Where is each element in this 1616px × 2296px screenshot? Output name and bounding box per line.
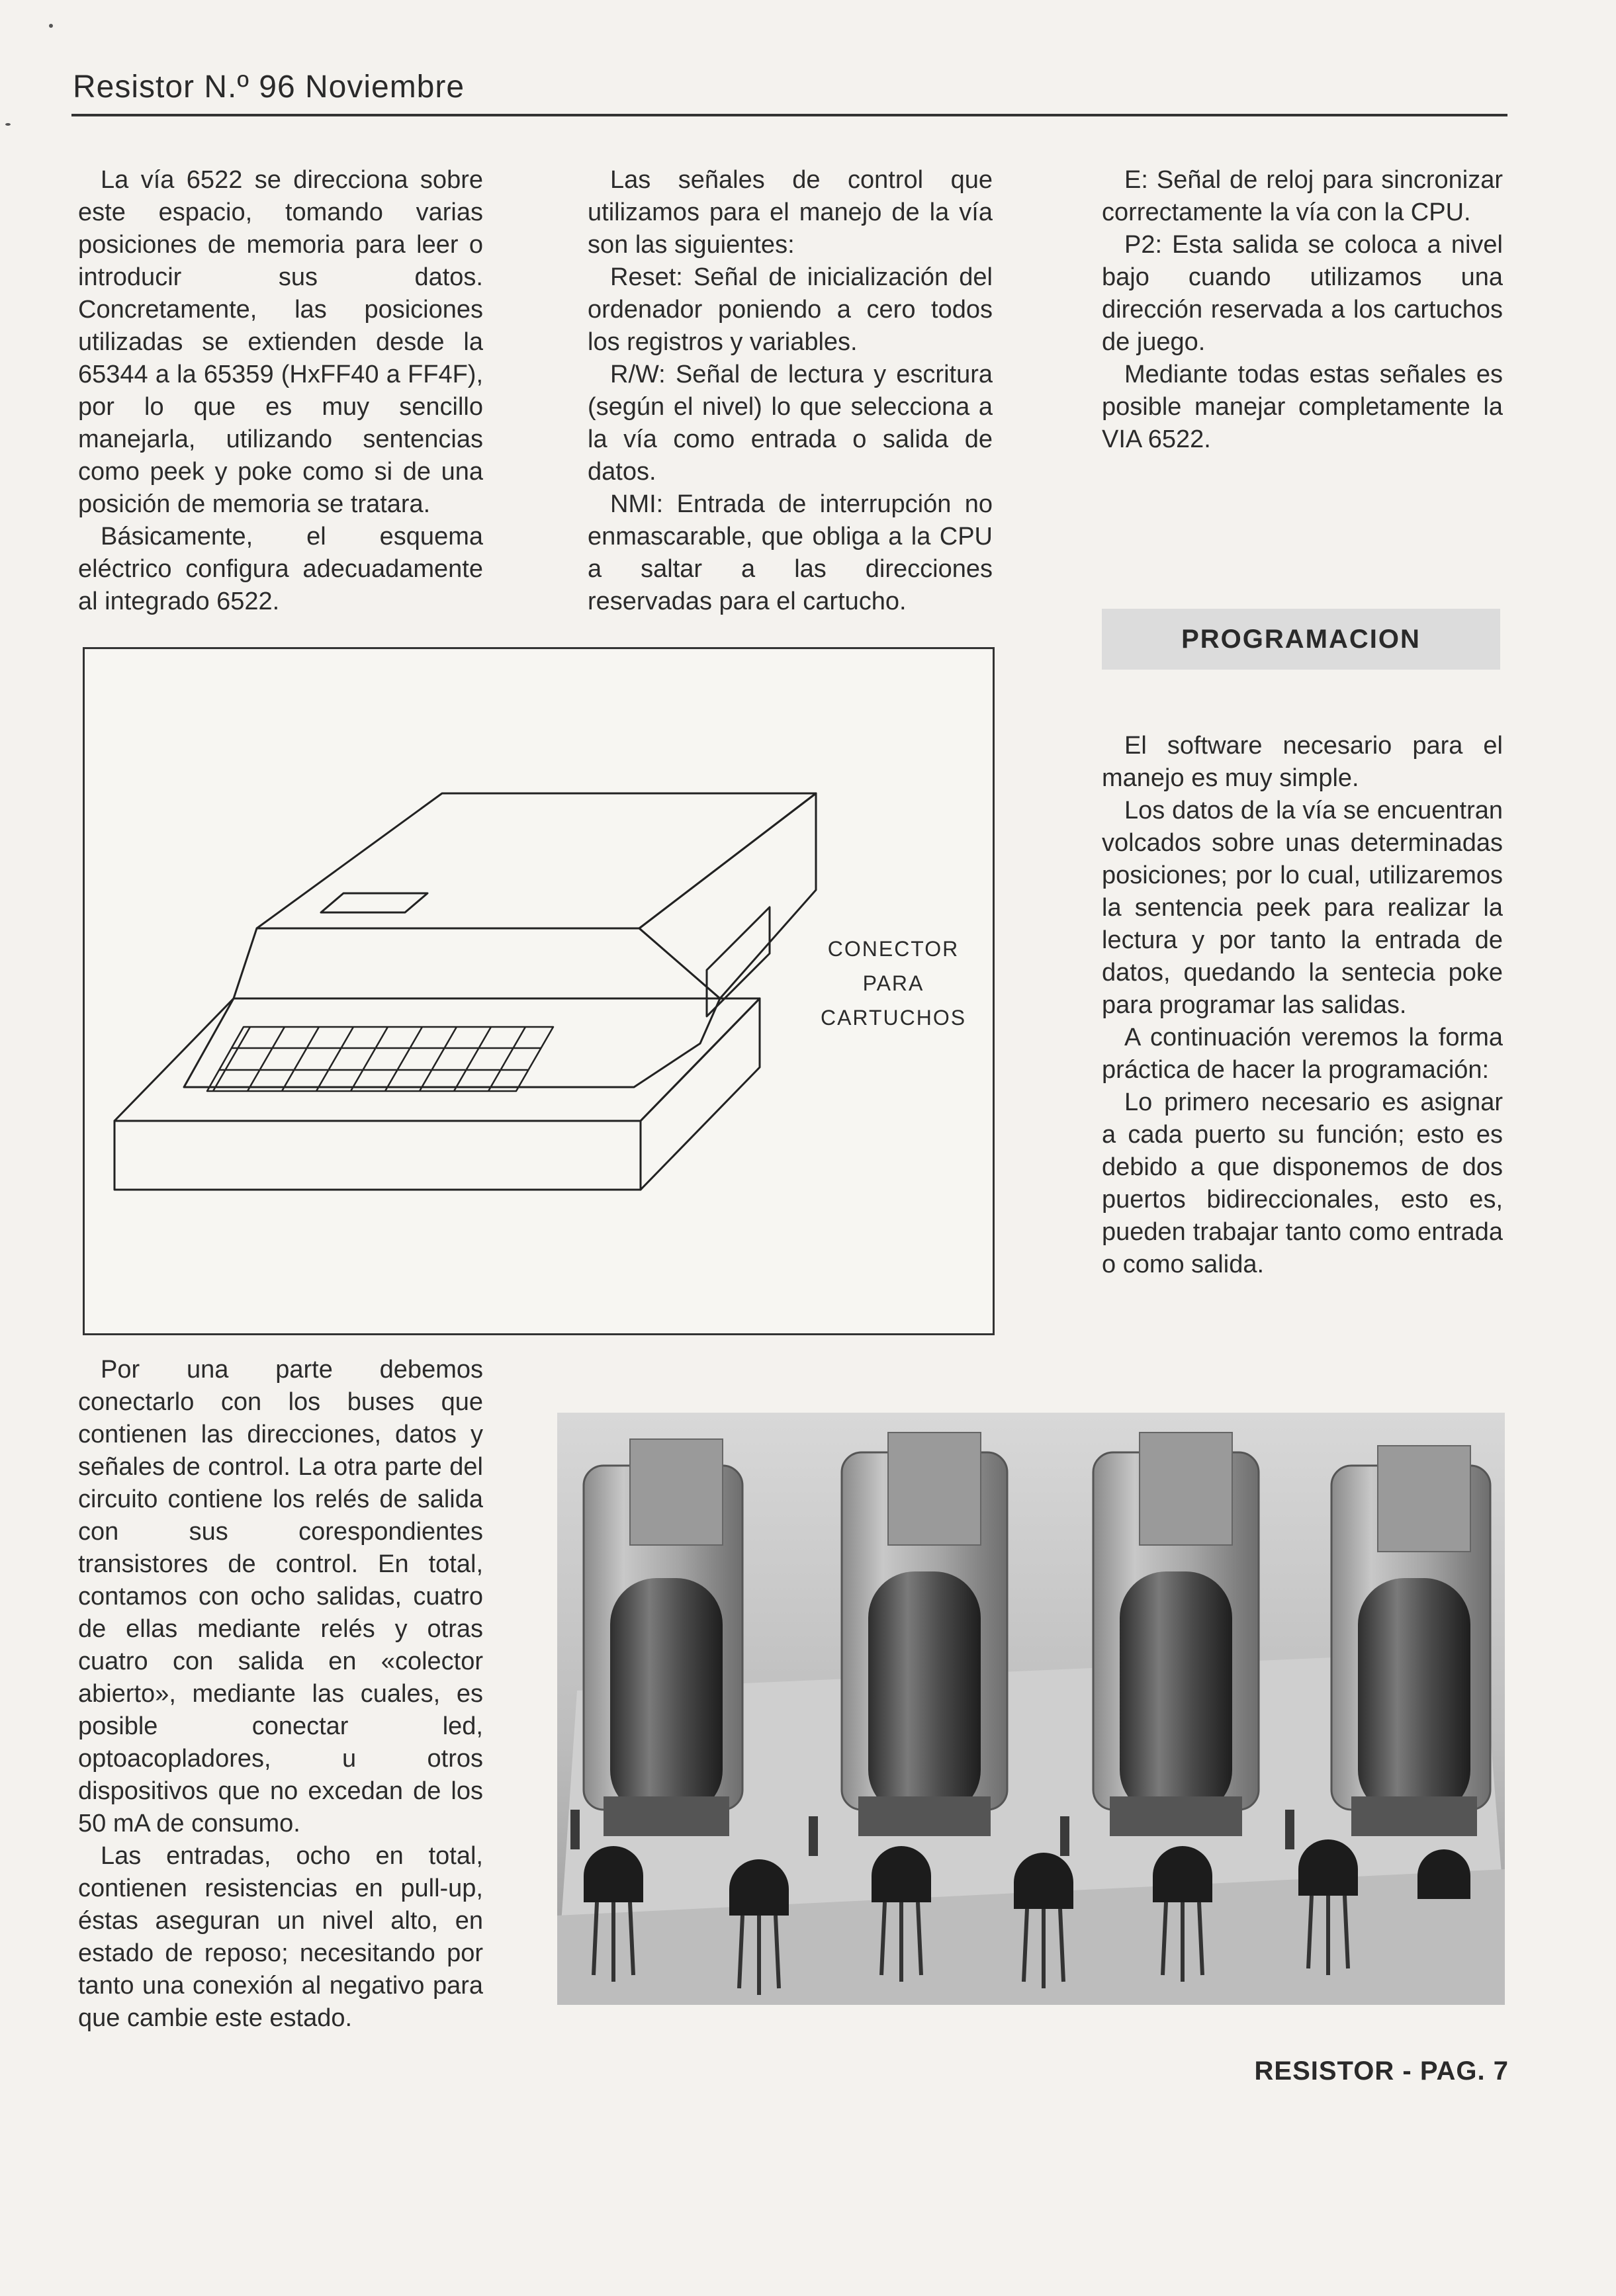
paragraph: Por una parte debemos conectarlo con los buses que contienen las direcciones, datos y señales de control. La otra parte del circuito contiene los relés de salida con sus corespondientes transistores de control. En total, contamos con ocho salidas, cuatro de ellas mediante relés y otras cuatro con salida en «colector abierto», mediante las cuales, es posible conectar led, optoacopladores, u otros dispositivos que no excedan de los 50 mA de consumo. [78,1356,483,1837]
paragraph: NMI: Entrada de interrupción no enmascarable, que obliga a la CPU a saltar a las direcciones reservadas para el cartucho. [588,490,993,615]
column-2-text [588,164,993,618]
caption-line: CARTUCHOS [820,1006,967,1030]
paragraph: E: Señal de reloj para sincronizar correctamente la vía con la CPU. [1102,166,1503,226]
section-heading: PROGRAMACION [1102,609,1500,670]
paragraph: R/W: Señal de lectura y escritura (según el nivel) lo que selecciona a la vía como entrada o salida de datos. [588,361,993,486]
page-header-title: Resistor N.º 96 Noviembre [73,69,465,105]
column-1-text [78,164,483,618]
connector-caption [814,932,973,1035]
paragraph: P2: Esta salida se coloca a nivel bajo cuando utilizamos una dirección reservada a los cartuchos de juego. [1102,231,1503,356]
circuit-description-text [78,1354,483,2035]
page-footer: RESISTOR - PAG. 7 [1254,2056,1509,2086]
paragraph: A continuación veremos la forma práctica de hacer la programación: [1102,1024,1503,1084]
column-3-text [1102,164,1503,456]
paragraph: La vía 6522 se direcciona sobre este espacio, tomando varias posiciones de memoria para leer o introducir sus datos. Concretamente, las posiciones utilizadas se extienden desde la 65344 a la 65359 (HxFF40 a FF4F), por lo que es muy sencillo manejarla, utilizando sentencias como peek y poke como si de una posición de memoria se tratara. [78,166,483,518]
paragraph: Reset: Señal de inicialización del ordenador poniendo a cero todos los registros y variables. [588,263,993,356]
relay-board-photo [557,1413,1505,2005]
paragraph: Mediante todas estas señales es posible manejar completamente la VIA 6522. [1102,361,1503,453]
scan-speck [49,24,53,28]
paragraph: Básicamente, el esquema eléctrico configura adecuadamente al integrado 6522. [78,523,483,615]
paragraph: El software necesario para el manejo es muy simple. [1102,732,1503,792]
header-divider [71,114,1507,116]
scan-speck [5,123,11,126]
relay-board-photo-image [557,1413,1505,2005]
paragraph: Las señales de control que utilizamos para el manejo de la vía son las siguientes: [588,166,993,259]
paragraph: Las entradas, ocho en total, contienen resistencias en pull-up, éstas aseguran un nivel alto, en estado de reposo; necesitando por tanto una conexión al negativo para que cambie este estado. [78,1842,483,2032]
paragraph: Lo primero necesario es asignar a cada puerto su función; esto es debido a que disponemos de dos puertos bidireccionales, esto es, pueden trabajar tanto como entrada o como salida. [1102,1088,1503,1278]
caption-line: PARA [862,971,924,995]
paragraph: Los datos de la vía se encuentran volcados sobre unas determinadas posiciones; por lo cual, utilizaremos la sentencia peek para realizar la lectura y por tanto la entrada de datos, quedando la sentecia poke para programar las salidas. [1102,797,1503,1019]
programming-text [1102,730,1503,1281]
caption-line: CONECTOR [827,937,960,961]
